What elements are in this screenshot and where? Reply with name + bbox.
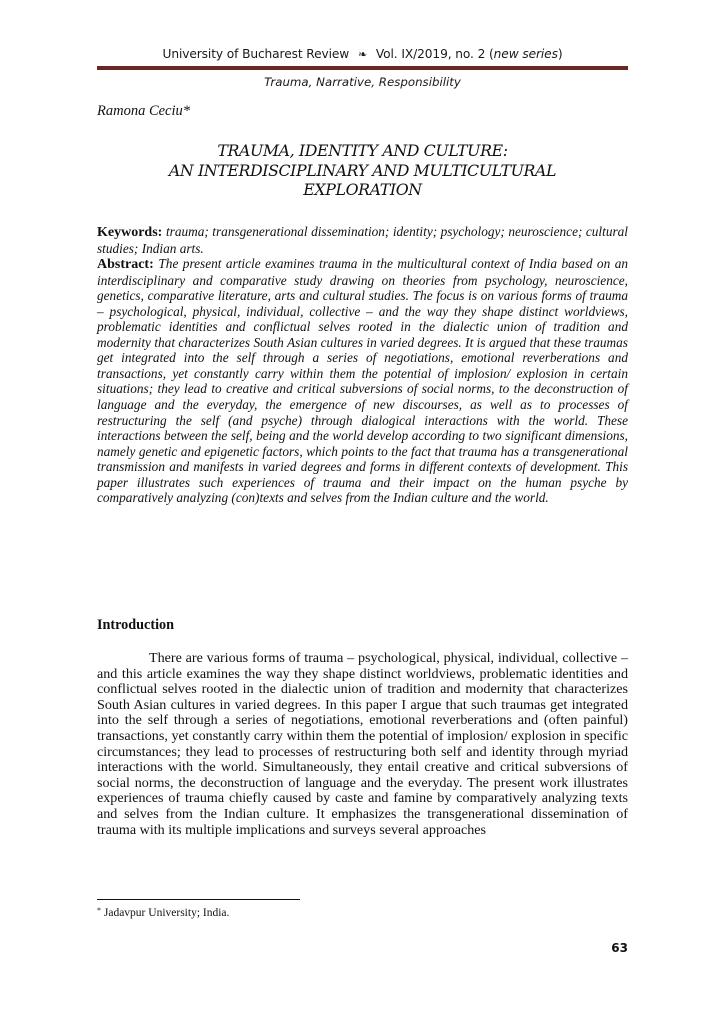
keywords (97, 224, 628, 256)
abstract-label: Abstract (97, 257, 150, 273)
header-rule (97, 66, 628, 70)
footnote (97, 906, 229, 919)
abstract-text: The present article examines trauma in the multicultural context of India based on an interdisciplinary and comparative study drawing on theories from psychology, neuroscience, genetics, comparative literature, arts and cultural studies. The focus is on various forms of trauma – psychological, physical, individual, collective – and the way they shape distinct worldviews, problematic identities and conflictual selves rooted in the dialectic union of tradition and modernity that characterizes South Asian cultures in varied degrees. It is argued that these traumas get integrated into the self through a series of negotiations, emotional reverberations and transactions, yet constantly carry within them the potential of implosion/ explosion in certain situations; they lead to creative and critical subversions of social norms, to the deconstruction of language and the everyday, the emergence of new discourses, as well as to processes of restructuring the self (and psyche) through dialogical interactions with the world. These interactions between the self, being and the world develop according to two significant dimensions, namely genetic and epigenetic factors, which points to the fact that trauma has a transgenerational transmission and manifests in varied degrees and forms in different contexts of development. This paper illustrates such experiences of trauma and their impact on the human psyche by comparatively analyzing (con)texts and selves from the Indian culture and the world. (97, 256, 628, 506)
keywords-text: trauma; transgenerational dissemination; identity; psychology; neuroscience; cultural studies; Indian arts. (97, 224, 628, 256)
footnote-text: Jadavpur University; India. (101, 907, 230, 919)
issue-theme: Trauma, Narrative, Responsibility (264, 75, 461, 89)
keywords-label: Keywords (97, 225, 158, 240)
journal-name: University of Bucharest Review (162, 47, 350, 61)
quill-ornament-icon: ❧ (357, 48, 368, 61)
introduction-paragraph: There are various forms of trauma – psychological, physical, individual, collective – and this article examines the way they shape distinct worldviews, problematic identities and conflictual selves rooted in the dialectic union of tradition and modernity that characterizes South Asian cultures in varied degrees. In this paper I argue that such traumas get integrated into the self through a series of negotiations, emotional reverberations and (often painful) transactions, yet constantly carry within them the potential of implosion/ explosion in specific circumstances; they lead to processes of restructuring both self and identity through myriad interactions with the world. Simultaneously, they entail creative and critical subversions of social norms, the deconstruction of language and the everyday. The present work illustrates experiences of trauma chiefly caused by caste and famine by comparatively analyzing texts and selves from the Indian culture. It emphasizes the transgenerational dissemination of trauma with its multiple implications and surveys several approaches (97, 650, 628, 838)
abstract-block (97, 224, 628, 506)
title-line: AN INTERDISCIPLINARY AND MULTICULTURAL (168, 160, 557, 180)
footnote-marker: * (97, 906, 101, 915)
abstract (97, 256, 628, 506)
keywords-colon: : (157, 225, 166, 240)
abstract-colon: : (149, 257, 159, 273)
article-title (97, 141, 628, 200)
footnote-rule (97, 899, 300, 900)
title-line: EXPLORATION (303, 180, 422, 199)
volume-close: ) (557, 47, 563, 61)
volume-info: Vol. IX/2019, no. 2 ( (375, 47, 494, 61)
section-heading-introduction: Introduction (97, 617, 174, 633)
series-label: new series (493, 47, 558, 61)
running-head (97, 47, 628, 61)
title-line: TRAUMA, IDENTITY AND CULTURE: (217, 141, 508, 160)
author-name: Ramona Ceciu* (97, 103, 191, 119)
page-number: 63 (611, 941, 628, 955)
